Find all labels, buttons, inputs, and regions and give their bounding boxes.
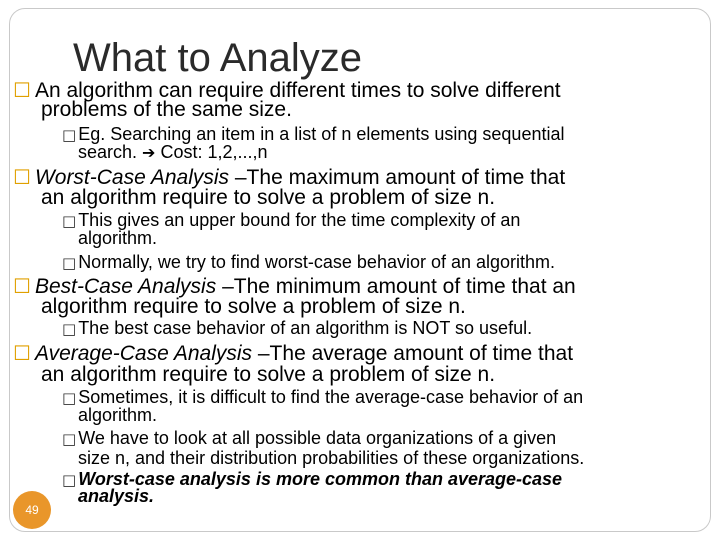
checkbox-bullet-icon: ☐ (13, 165, 31, 189)
sub-bullet-example-line1: Eg. Searching an item in a list of n elements using sequential (78, 124, 565, 144)
square-bullet-icon: □ (62, 254, 77, 272)
page-number-badge: 49 (13, 491, 51, 529)
average-case-term: Average-Case Analysis (34, 342, 253, 365)
worst-case-term: Worst-Case Analysis (34, 166, 230, 189)
sub-bullet-best-case-note (62, 319, 532, 338)
bullet-intro-line2: problems of the same size. (41, 98, 292, 121)
square-bullet-icon: □ (62, 320, 77, 338)
best-case-line2: algorithm require to solve a problem of size n. (41, 295, 466, 318)
sub-bullet-data-organizations (62, 429, 556, 448)
bullet-intro-line1: An algorithm can require different times to solve different (34, 79, 561, 102)
slide-title: What to Analyze (73, 36, 363, 80)
data-organizations-line2: size n, and their distribution probabilities of these organizations. (78, 448, 585, 468)
arrow-right-icon: ➔ (142, 143, 156, 162)
sometimes-line2: algorithm. (78, 405, 158, 425)
normally-line1: Normally, we try to find worst-case behavior of an algorithm. (78, 252, 556, 272)
upper-bound-line1: This gives an upper bound for the time complexity of an (78, 210, 521, 230)
sub-bullet-normally (62, 253, 555, 272)
example-search-text: search. (78, 142, 138, 162)
average-case-line2: an algorithm require to solve a problem of size n. (41, 363, 496, 386)
average-case-line1: –The average amount of time that (252, 342, 574, 365)
checkbox-bullet-icon: ☐ (13, 341, 31, 365)
best-case-note-line1: The best case behavior of an algorithm is NOT so useful. (78, 318, 533, 338)
worst-case-line2: an algorithm require to solve a problem of size n. (41, 186, 496, 209)
bullet-best-case (13, 276, 576, 297)
more-common-line1: Worst-case analysis is more common than average-case (78, 469, 563, 489)
checkbox-bullet-icon: ☐ (13, 78, 31, 102)
sub-bullet-example-line2 (78, 143, 268, 162)
square-bullet-icon: □ (62, 126, 77, 144)
best-case-line1: –The minimum amount of time that an (216, 275, 576, 298)
more-common-line2: analysis. (78, 486, 155, 506)
upper-bound-line2: algorithm. (78, 228, 158, 248)
bullet-worst-case (13, 167, 565, 188)
checkbox-bullet-icon: ☐ (13, 274, 31, 298)
bullet-average-case (13, 343, 573, 364)
data-organizations-line1: We have to look at all possible data organizations of a given (78, 428, 557, 448)
best-case-term: Best-Case Analysis (34, 275, 217, 298)
square-bullet-icon: □ (62, 212, 77, 230)
example-cost-text: Cost: 1,2,...,n (160, 142, 268, 162)
worst-case-line1: –The maximum amount of time that (229, 166, 566, 189)
square-bullet-icon: □ (62, 471, 77, 489)
sometimes-line1: Sometimes, it is difficult to find the average-case behavior of an (78, 387, 584, 407)
square-bullet-icon: □ (62, 389, 77, 407)
square-bullet-icon: □ (62, 430, 77, 448)
